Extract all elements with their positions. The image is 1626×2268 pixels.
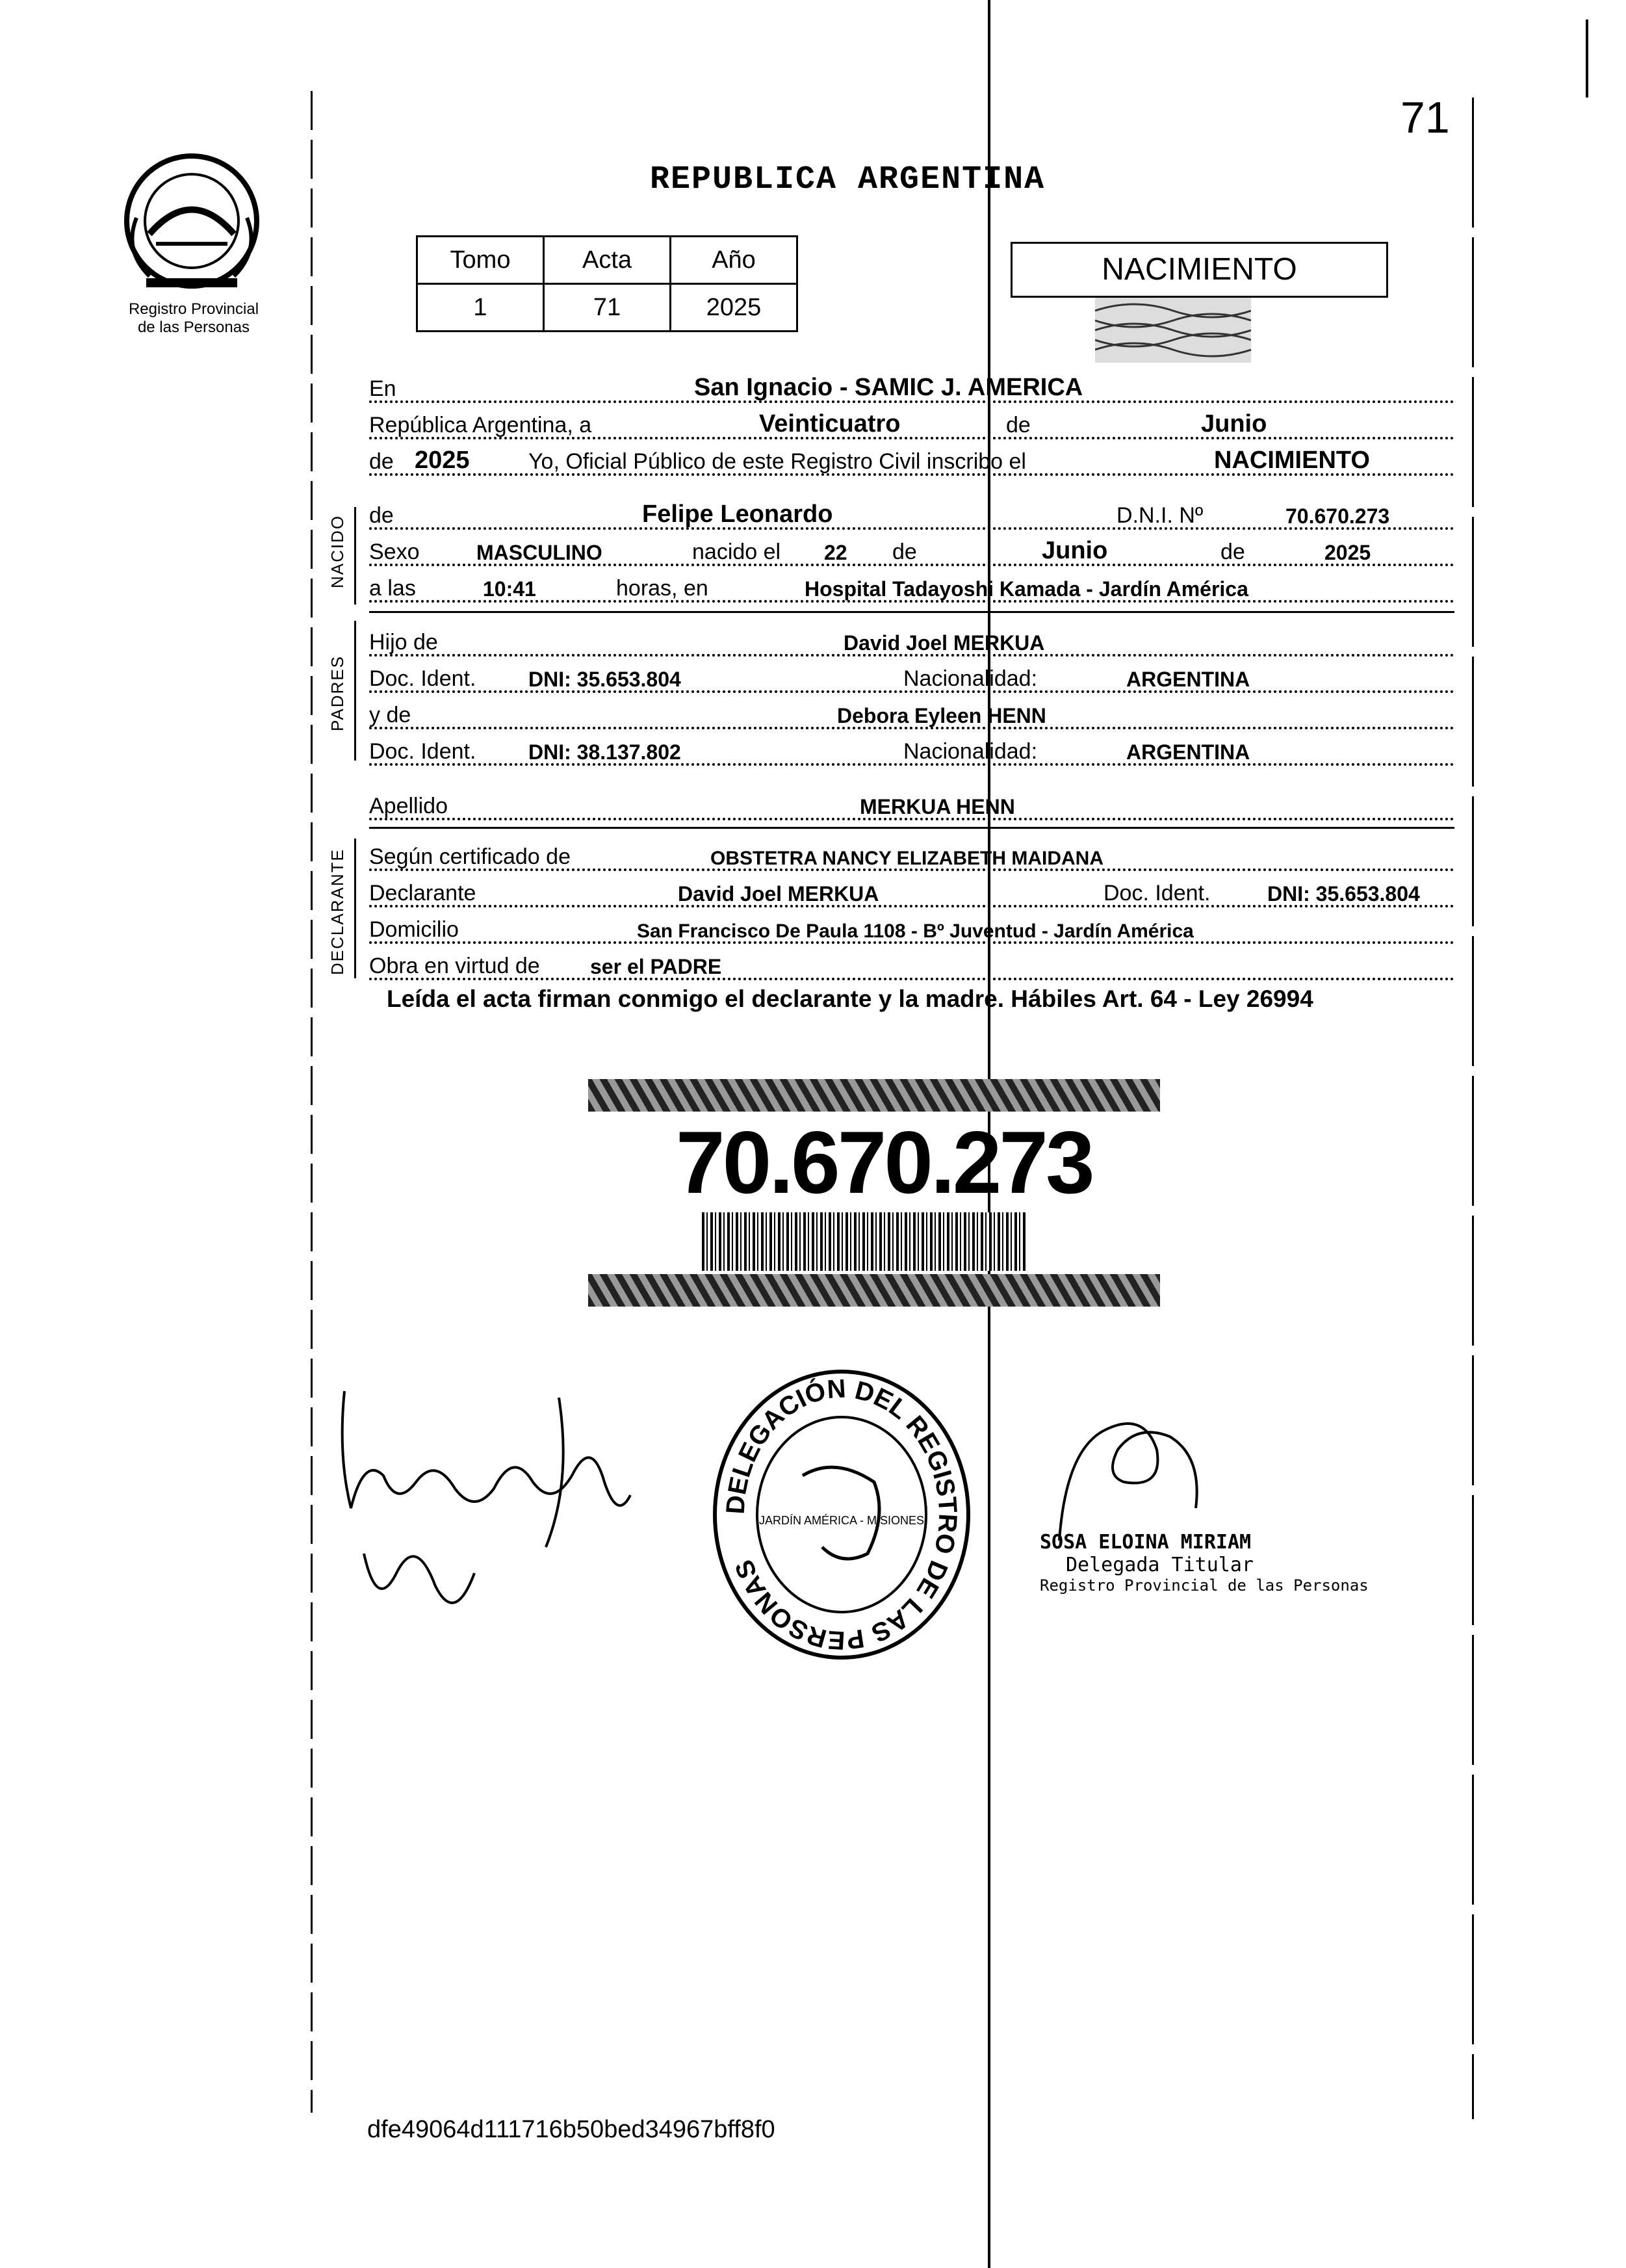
birth-day: 22 — [824, 541, 847, 564]
stamp-outer-text: DELEGACIÓN DEL REGISTRO DE LAS PERSONAS — [721, 1374, 962, 1655]
stamp-inner-text: JARDÍN AMÉRICA - MISIONES — [758, 1514, 925, 1527]
official-role: Delegada Titular — [1066, 1554, 1254, 1576]
year-value: 2025 — [415, 447, 470, 474]
value-acta: 71 — [544, 284, 671, 332]
father-doc: DNI: 35.653.804 — [528, 668, 681, 691]
barcode-number: 70.670.273 — [676, 1113, 1092, 1212]
record-table — [416, 235, 798, 332]
nacido-sex-row — [369, 534, 1454, 569]
child-name: Felipe Leonardo — [642, 501, 833, 528]
security-stripe-bottom — [588, 1274, 1160, 1307]
edge-mark — [1586, 20, 1588, 98]
y-de-label: y de — [369, 703, 411, 727]
declarant-signature — [325, 1378, 650, 1638]
father-name: David Joel MERKUA — [844, 631, 1045, 655]
mother-doc-row — [369, 733, 1454, 768]
mother-row — [369, 697, 1454, 732]
mother-name: Debora Eyleen HENN — [837, 704, 1046, 727]
header-tomo: Tomo — [417, 237, 544, 284]
father-nationality: ARGENTINA — [1126, 668, 1250, 691]
section-divider — [369, 611, 1454, 613]
nacido-el-label: nacido el — [692, 540, 781, 564]
official-name: SOSA ELOINA MIRIAM — [1040, 1531, 1252, 1554]
child-dni: 70.670.273 — [1285, 504, 1390, 528]
date-month: Junio — [1201, 410, 1267, 437]
page-number: 71 — [1400, 93, 1450, 142]
nacido-de-label: de — [369, 503, 394, 528]
registry-label: Registro Provincial de las Personas — [128, 300, 259, 336]
father-doc-row — [369, 660, 1454, 696]
left-margin-line — [311, 91, 313, 2113]
declarante-bracket — [354, 839, 356, 978]
nacido-bracket — [354, 507, 356, 605]
declarant-row — [369, 875, 1454, 910]
document-title: REPUBLICA ARGENTINA — [650, 161, 1046, 198]
declarante-section-label: DECLARANTE — [328, 848, 347, 975]
apellido-label: Apellido — [369, 794, 448, 818]
official-block — [1040, 1531, 1369, 1595]
value-ano: 2025 — [671, 284, 797, 332]
a-las-label: a las — [369, 576, 416, 601]
declarant-doc: DNI: 35.653.804 — [1267, 882, 1420, 906]
value-tomo: 1 — [417, 284, 544, 332]
barcode — [702, 1212, 1027, 1271]
declarant-name: David Joel MERKUA — [678, 882, 879, 906]
document-hash: dfe49064d111716b50bed34967bff8f0 — [367, 2116, 775, 2143]
record-type-box: NACIMIENTO — [1011, 242, 1388, 298]
date-de-label: de — [1006, 413, 1031, 437]
hijo-de-label: Hijo de — [369, 630, 438, 655]
birth-de-label: de — [892, 540, 917, 564]
birth-de-label-2: de — [1220, 540, 1245, 564]
closing-statement: Leída el acta firman conmigo el declarante y la madre. Hábiles Art. 64 - Ley 26994 — [387, 985, 1313, 1012]
declarant-label: Declarante — [369, 881, 476, 906]
act-type: NACIMIENTO — [1214, 447, 1370, 474]
mother-nationality: ARGENTINA — [1126, 740, 1250, 764]
cert-row — [369, 839, 1454, 874]
place-row — [369, 371, 1454, 406]
nacido-time-row — [369, 570, 1454, 605]
birth-place: Hospital Tadayoshi Kamada - Jardín América — [805, 577, 1248, 601]
padres-bracket — [354, 621, 356, 761]
domicile-row — [369, 911, 1454, 946]
date-row — [369, 407, 1454, 442]
registry-stamp — [705, 1365, 978, 1664]
obra-label: Obra en virtud de — [369, 954, 540, 978]
security-stripe-top — [588, 1079, 1160, 1112]
place-label: En — [369, 376, 396, 401]
cert-label: Según certificado de — [369, 844, 571, 869]
obra-row — [369, 948, 1454, 983]
section-divider-2 — [369, 827, 1454, 829]
father-row — [369, 624, 1454, 659]
provincial-seal-logo — [110, 146, 273, 309]
surname: MERKUA HENN — [860, 795, 1015, 818]
father-nat-label: Nacionalidad: — [903, 666, 1038, 691]
birth-year: 2025 — [1324, 541, 1371, 564]
declarant-doc-label: Doc. Ident. — [1103, 881, 1211, 906]
mother-nat-label: Nacionalidad: — [903, 739, 1038, 764]
birth-month: Junio — [1042, 537, 1108, 564]
child-sex: MASCULINO — [476, 541, 602, 564]
header-ano: Año — [671, 237, 797, 284]
nacido-section-label: NACIDO — [328, 514, 347, 588]
year-de-label: de — [369, 449, 394, 474]
birth-time: 10:41 — [483, 577, 536, 601]
mother-doc: DNI: 38.137.802 — [528, 740, 681, 764]
apellido-row — [369, 788, 1454, 823]
horas-label: horas, en — [616, 576, 708, 601]
header-acta: Acta — [544, 237, 671, 284]
date-day: Veinticuatro — [759, 410, 901, 437]
security-guilloche — [1095, 298, 1251, 363]
date-label: República Argentina, a — [369, 413, 592, 437]
nacido-name-row — [369, 497, 1454, 532]
right-margin-line — [1472, 98, 1474, 2119]
domicile: San Francisco De Paula 1108 - Bº Juventud - Jardín América — [637, 920, 1194, 942]
official-office: Registro Provincial de las Personas — [1040, 1576, 1369, 1595]
year-row — [369, 443, 1454, 478]
year-text: Yo, Oficial Público de este Registro Civil inscribo el — [528, 449, 1026, 474]
certifier: OBSTETRA NANCY ELIZABETH MAIDANA — [710, 848, 1103, 869]
domicile-label: Domicilio — [369, 917, 459, 942]
dni-label: D.N.I. Nº — [1116, 503, 1204, 528]
father-doc-label: Doc. Ident. — [369, 666, 476, 691]
place-value: San Ignacio - SAMIC J. AMERICA — [694, 374, 1083, 401]
padres-section-label: PADRES — [328, 655, 347, 731]
sexo-label: Sexo — [369, 540, 420, 564]
obra-value: ser el PADRE — [590, 955, 722, 978]
mother-doc-label: Doc. Ident. — [369, 739, 476, 764]
